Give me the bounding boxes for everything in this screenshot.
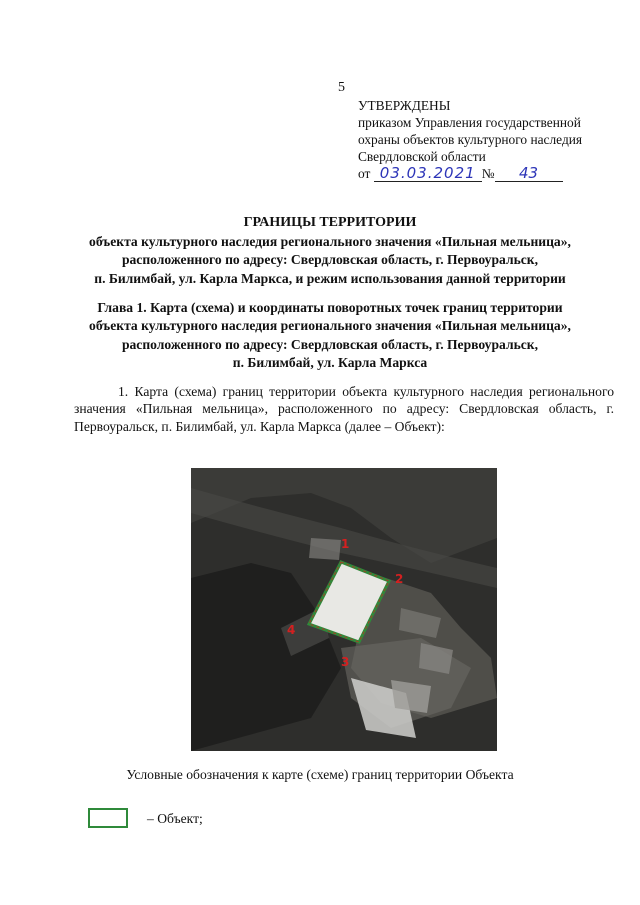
handwritten-date: 03.03.2021: [374, 165, 482, 182]
approval-date-line: [358, 165, 618, 182]
title-line: п. Билимбай, ул. Карла Маркса, и режим использования данной территории: [94, 270, 566, 286]
title-line: объекта культурного наследия регионального значения «Пильная мельница»,: [89, 233, 571, 249]
legend-object-label: – Объект;: [147, 811, 203, 826]
legend-object-swatch: [88, 808, 128, 828]
satellite-map: [191, 468, 497, 751]
chapter-heading: [30, 299, 630, 372]
from-label: от: [358, 166, 371, 181]
paragraph-1: 1. Карта (схема) границ территории объекта культурного наследия регионального значения «Пильная мельница», расположенного по адресу: Свердловская область, г. Первоуральск, п. Билимбай, ул. Карла Маркса (далее – Объект):: [74, 384, 614, 434]
map-graphic: [191, 468, 497, 751]
approval-block: [358, 97, 618, 182]
approval-line: охраны объектов культурного наследия: [358, 132, 583, 147]
title-main: ГРАНИЦЫ ТЕРРИТОРИИ: [243, 215, 417, 230]
page-number: 5: [338, 80, 345, 95]
approval-line: Свердловской области: [358, 149, 486, 164]
chapter-line: расположенного по адресу: Свердловская область, г. Первоуральск,: [121, 336, 539, 352]
approval-line: приказом Управления государственной: [358, 115, 581, 130]
map-point-label: 4: [287, 623, 296, 637]
map-point-label: 2: [395, 572, 404, 586]
map-point-label: 1: [341, 537, 350, 551]
handwritten-number: 43: [495, 165, 563, 182]
document-title: [30, 214, 630, 288]
chapter-line: п. Билимбай, ул. Карла Маркса: [232, 354, 428, 370]
title-line: расположенного по адресу: Свердловская область, г. Первоуральск,: [121, 252, 539, 268]
chapter-line: объекта культурного наследия регионального значения «Пильная мельница»,: [89, 318, 571, 334]
legend-title: Условные обозначения к карте (схеме) границ территории Объекта: [126, 767, 514, 782]
approval-heading: УТВЕРЖДЕНЫ: [358, 98, 451, 113]
chapter-line: Глава 1. Карта (схема) и координаты поворотных точек границ территории: [97, 300, 563, 315]
number-label: №: [481, 166, 495, 181]
map-point-label: 3: [341, 655, 350, 669]
